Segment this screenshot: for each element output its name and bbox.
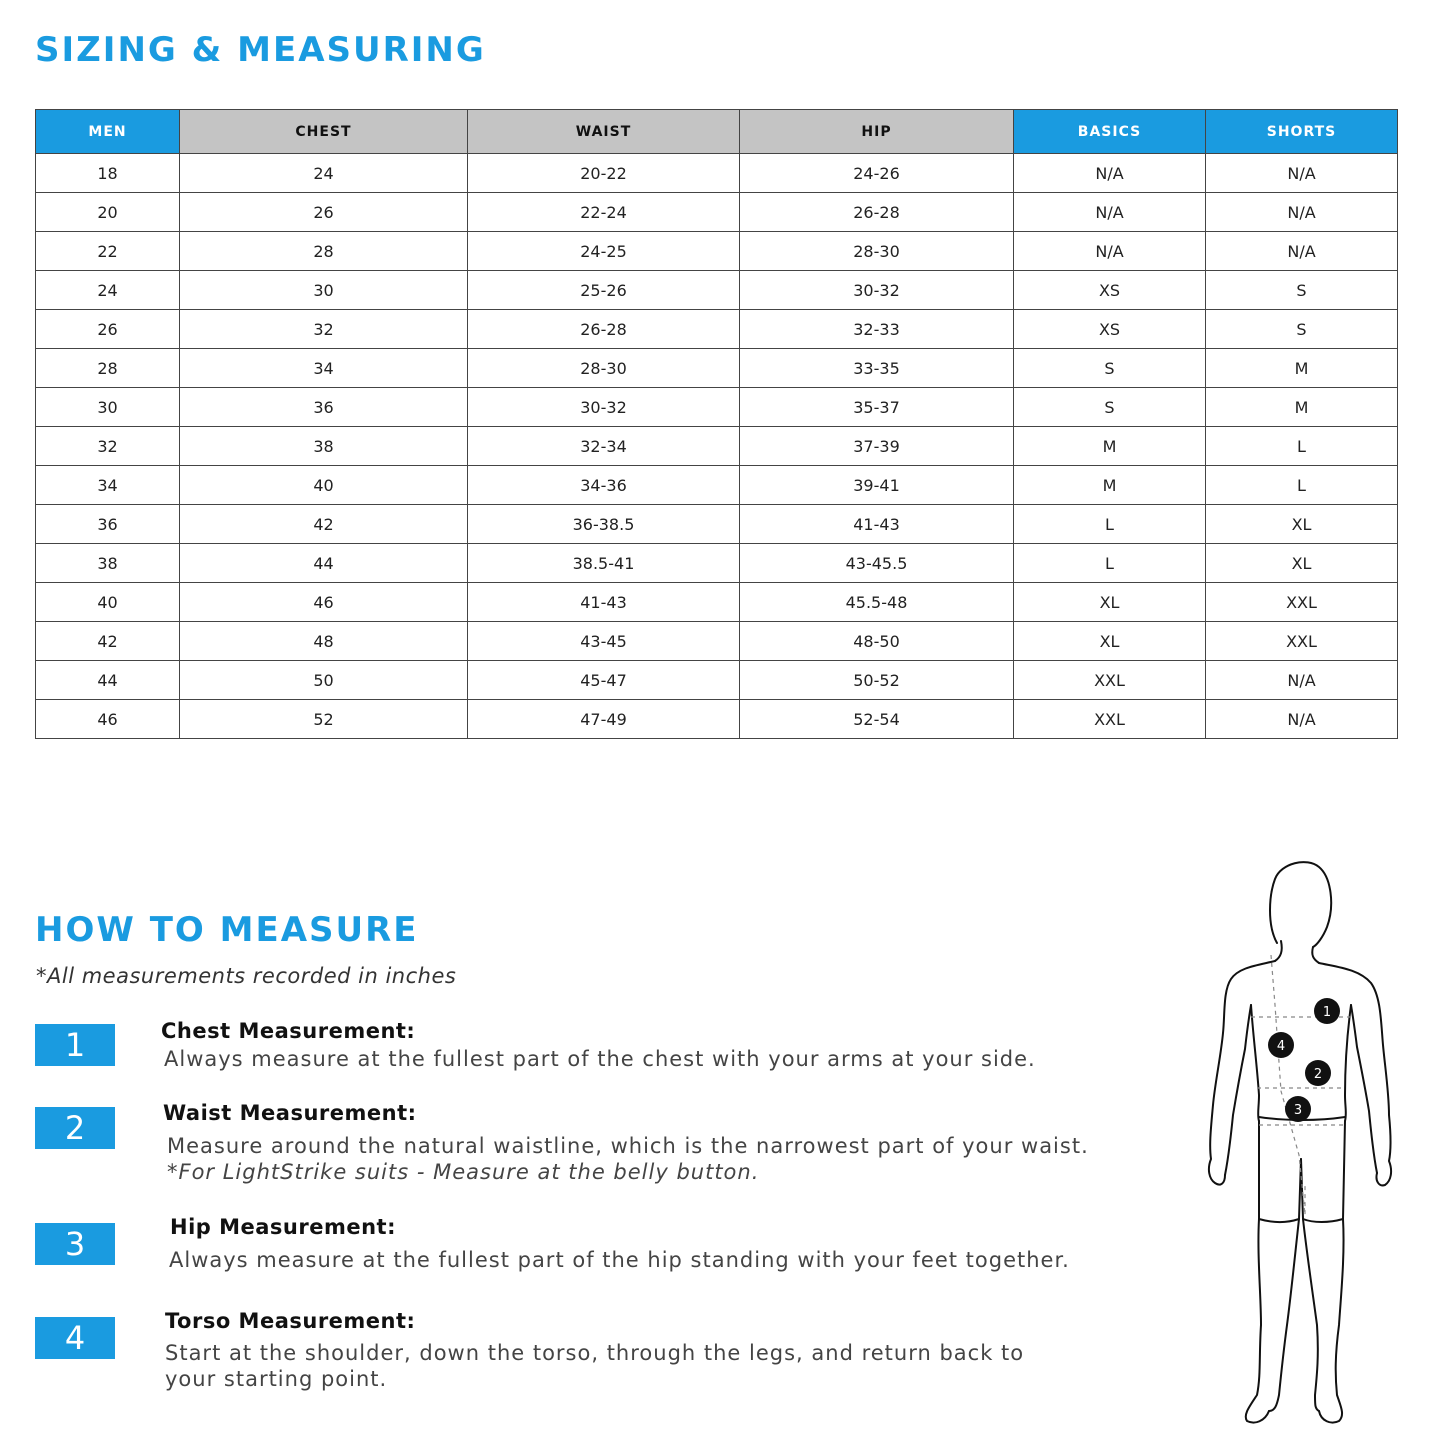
table-row (36, 232, 1398, 271)
cell-men: 46 (36, 700, 180, 739)
cell-chest: 32 (180, 310, 468, 349)
units-note: *All measurements recorded in inches (36, 964, 457, 988)
cell-hip: 33-35 (740, 349, 1014, 388)
cell-men: 40 (36, 583, 180, 622)
cell-men: 22 (36, 232, 180, 271)
cell-basics: XS (1014, 271, 1206, 310)
marker-1-label: 1 (1322, 1005, 1332, 1020)
cell-shorts: XXL (1206, 583, 1398, 622)
cell-waist: 45-47 (468, 661, 740, 700)
marker-2-label: 2 (1313, 1067, 1323, 1082)
cell-shorts: N/A (1206, 661, 1398, 700)
cell-hip: 26-28 (740, 193, 1014, 232)
cell-shorts: S (1206, 271, 1398, 310)
column-header-chest: CHEST (180, 110, 468, 154)
cell-shorts: N/A (1206, 193, 1398, 232)
size-chart-body (36, 154, 1398, 739)
cell-hip: 39-41 (740, 466, 1014, 505)
table-row (36, 700, 1398, 739)
cell-basics: L (1014, 505, 1206, 544)
cell-basics: N/A (1014, 232, 1206, 271)
cell-chest: 46 (180, 583, 468, 622)
table-row (36, 505, 1398, 544)
cell-chest: 48 (180, 622, 468, 661)
column-header-hip: HIP (740, 110, 1014, 154)
table-header-row (36, 110, 1398, 154)
cell-shorts: L (1206, 427, 1398, 466)
cell-chest: 30 (180, 271, 468, 310)
cell-shorts: N/A (1206, 232, 1398, 271)
cell-basics: XL (1014, 583, 1206, 622)
cell-basics: L (1014, 544, 1206, 583)
cell-shorts: N/A (1206, 700, 1398, 739)
cell-hip: 45.5-48 (740, 583, 1014, 622)
cell-waist: 41-43 (468, 583, 740, 622)
cell-chest: 24 (180, 154, 468, 193)
step-3-description: Always measure at the fullest part of the hip standing with your feet together. (169, 1248, 1070, 1272)
cell-men: 34 (36, 466, 180, 505)
step-2-description (167, 1133, 1147, 1185)
cell-chest: 40 (180, 466, 468, 505)
cell-hip: 48-50 (740, 622, 1014, 661)
size-chart-table (35, 109, 1398, 739)
cell-men: 36 (36, 505, 180, 544)
cell-chest: 52 (180, 700, 468, 739)
how-to-measure-title: HOW TO MEASURE (35, 910, 419, 950)
marker-4-label: 4 (1276, 1039, 1286, 1054)
cell-basics: N/A (1014, 193, 1206, 232)
cell-waist: 32-34 (468, 427, 740, 466)
cell-basics: XL (1014, 622, 1206, 661)
cell-chest: 42 (180, 505, 468, 544)
cell-men: 28 (36, 349, 180, 388)
table-row (36, 271, 1398, 310)
step-4-title: Torso Measurement: (165, 1309, 416, 1333)
cell-shorts: M (1206, 388, 1398, 427)
cell-hip: 32-33 (740, 310, 1014, 349)
column-header-basics: BASICS (1014, 110, 1206, 154)
table-row (36, 388, 1398, 427)
cell-waist: 34-36 (468, 466, 740, 505)
table-row (36, 310, 1398, 349)
cell-hip: 28-30 (740, 232, 1014, 271)
cell-hip: 52-54 (740, 700, 1014, 739)
cell-basics: M (1014, 466, 1206, 505)
cell-waist: 24-25 (468, 232, 740, 271)
cell-men: 42 (36, 622, 180, 661)
cell-shorts: M (1206, 349, 1398, 388)
cell-shorts: L (1206, 466, 1398, 505)
cell-men: 44 (36, 661, 180, 700)
cell-chest: 44 (180, 544, 468, 583)
step-1-title: Chest Measurement: (161, 1019, 416, 1043)
cell-hip: 37-39 (740, 427, 1014, 466)
step-2-note: *For LightStrike suits - Measure at the belly button. (167, 1160, 760, 1184)
column-header-waist: WAIST (468, 110, 740, 154)
cell-waist: 20-22 (468, 154, 740, 193)
cell-chest: 28 (180, 232, 468, 271)
cell-shorts: S (1206, 310, 1398, 349)
step-1-description: Always measure at the fullest part of the chest with your arms at your side. (164, 1047, 1036, 1071)
cell-waist: 43-45 (468, 622, 740, 661)
step-2-badge: 2 (35, 1107, 115, 1149)
cell-basics: XXL (1014, 661, 1206, 700)
cell-waist: 22-24 (468, 193, 740, 232)
cell-chest: 36 (180, 388, 468, 427)
cell-waist: 25-26 (468, 271, 740, 310)
cell-waist: 36-38.5 (468, 505, 740, 544)
cell-hip: 35-37 (740, 388, 1014, 427)
cell-men: 26 (36, 310, 180, 349)
marker-3-label: 3 (1293, 1103, 1303, 1118)
cell-men: 24 (36, 271, 180, 310)
cell-hip: 41-43 (740, 505, 1014, 544)
body-outline-icon (1195, 855, 1395, 1430)
cell-men: 20 (36, 193, 180, 232)
table-row (36, 466, 1398, 505)
table-row (36, 661, 1398, 700)
cell-chest: 34 (180, 349, 468, 388)
column-header-shorts: SHORTS (1206, 110, 1398, 154)
cell-basics: S (1014, 349, 1206, 388)
step-4-badge: 4 (35, 1317, 115, 1359)
cell-basics: N/A (1014, 154, 1206, 193)
cell-chest: 26 (180, 193, 468, 232)
cell-basics: S (1014, 388, 1206, 427)
cell-hip: 30-32 (740, 271, 1014, 310)
cell-hip: 24-26 (740, 154, 1014, 193)
cell-shorts: N/A (1206, 154, 1398, 193)
column-header-men: MEN (36, 110, 180, 154)
cell-basics: XS (1014, 310, 1206, 349)
table-row (36, 544, 1398, 583)
cell-basics: XXL (1014, 700, 1206, 739)
table-row (36, 154, 1398, 193)
cell-chest: 38 (180, 427, 468, 466)
step-2-description-text: Measure around the natural waistline, which is the narrowest part of your waist. (167, 1134, 1089, 1158)
cell-men: 32 (36, 427, 180, 466)
cell-waist: 47-49 (468, 700, 740, 739)
cell-basics: M (1014, 427, 1206, 466)
cell-shorts: XL (1206, 544, 1398, 583)
cell-waist: 38.5-41 (468, 544, 740, 583)
table-row (36, 583, 1398, 622)
cell-waist: 26-28 (468, 310, 740, 349)
table-row (36, 427, 1398, 466)
step-1-badge: 1 (35, 1024, 115, 1066)
cell-waist: 28-30 (468, 349, 740, 388)
cell-men: 30 (36, 388, 180, 427)
step-2-title: Waist Measurement: (163, 1101, 417, 1125)
table-row (36, 193, 1398, 232)
cell-shorts: XXL (1206, 622, 1398, 661)
page-title: SIZING & MEASURING (35, 30, 486, 70)
table-row (36, 349, 1398, 388)
table-row (36, 622, 1398, 661)
cell-chest: 50 (180, 661, 468, 700)
cell-hip: 43-45.5 (740, 544, 1014, 583)
cell-shorts: XL (1206, 505, 1398, 544)
cell-hip: 50-52 (740, 661, 1014, 700)
cell-men: 38 (36, 544, 180, 583)
step-3-title: Hip Measurement: (170, 1215, 396, 1239)
cell-men: 18 (36, 154, 180, 193)
cell-waist: 30-32 (468, 388, 740, 427)
step-3-badge: 3 (35, 1223, 115, 1265)
step-4-description: Start at the shoulder, down the torso, through the legs, and return back to your starting point. (165, 1341, 1025, 1391)
